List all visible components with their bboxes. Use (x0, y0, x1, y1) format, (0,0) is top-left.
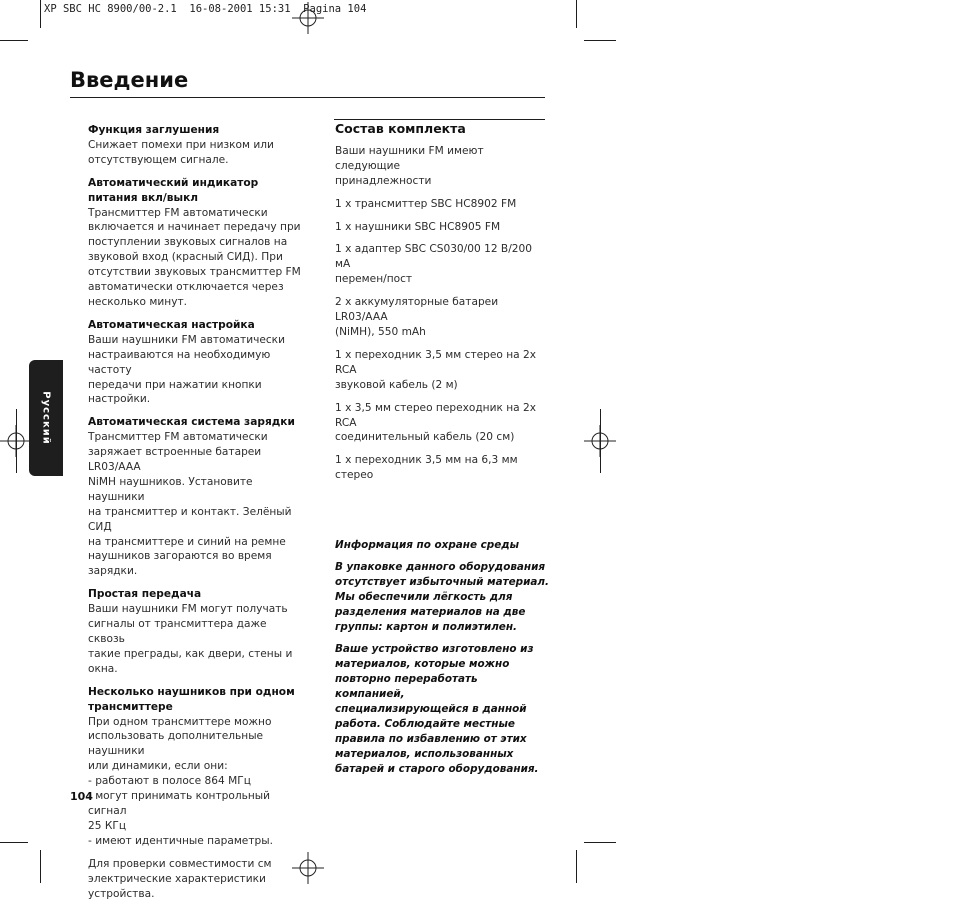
contents-item-line: перемен/пост (335, 272, 550, 287)
section-heading: Автоматическая система зарядки (88, 415, 303, 430)
language-tab (29, 360, 63, 476)
section-heading: питания вкл/выкл (88, 191, 303, 206)
contents-item (335, 295, 550, 340)
environment-line: правила по избавлению от этих (335, 732, 550, 747)
section-rule (334, 119, 545, 120)
environment-line: работа. Соблюдайте местные (335, 717, 550, 732)
section-heading: Несколько наушников при одном (88, 685, 303, 700)
crop-mark (0, 40, 28, 41)
compatibility-note: Для проверки совместимости см (88, 857, 303, 872)
page-title: Введение (70, 68, 188, 92)
environment-info (335, 538, 550, 784)
spacer (88, 579, 303, 587)
contents-item-line: 2 x аккумуляторные батареи LR03/AAA (335, 295, 550, 325)
crop-mark (16, 409, 17, 473)
contents-heading: Состав комплекта (335, 122, 550, 137)
contents-item (335, 220, 550, 235)
features-column (88, 123, 303, 901)
section-text: настраиваются на необходимую частоту (88, 348, 303, 378)
environment-line: В упаковке данного оборудования (335, 560, 550, 575)
section-text: Ваши наушники FM могут получать (88, 602, 303, 617)
environment-line: специализирующейся в данной (335, 702, 550, 717)
section-text: включается и начинает передачу при (88, 220, 303, 235)
crop-mark (584, 40, 616, 41)
contents-item-line: соединительный кабель (20 см) (335, 430, 550, 445)
environment-line: Ваше устройство изготовлено из (335, 642, 550, 657)
section-text: Трансмиттер FM автоматически (88, 206, 303, 221)
environment-line: отсутствует избыточный материал. (335, 575, 550, 590)
title-rule (70, 97, 545, 98)
section-text: Снижает помехи при низком или (88, 138, 303, 153)
section-text: Ваши наушники FM автоматически (88, 333, 303, 348)
crop-mark (600, 409, 601, 473)
section-text: несколько минут. (88, 295, 303, 310)
section-text: отсутствующем сигнале. (88, 153, 303, 168)
environment-paragraph (335, 642, 550, 777)
compatibility-note: электрические характеристики (88, 872, 303, 887)
crop-mark (576, 850, 577, 883)
contents-item (335, 401, 550, 446)
contents-item-line: 1 x трансмиттер SBC HC8902 FM (335, 197, 550, 212)
section-heading: трансмиттере (88, 700, 303, 715)
section-heading: Функция заглушения (88, 123, 303, 138)
section-text: на трансмиттере и синий на ремне (88, 535, 303, 550)
contents-item-line: 1 x переходник 3,5 мм на 6,3 мм стерео (335, 453, 550, 483)
contents-item-line: звуковой кабель (2 м) (335, 378, 550, 393)
spacer (88, 168, 303, 176)
environment-line: разделения материалов на две (335, 605, 550, 620)
crop-mark (40, 850, 41, 883)
contents-item (335, 242, 550, 287)
compatibility-note: устройства. (88, 887, 303, 901)
spacer (88, 677, 303, 685)
environment-line: повторно переработать компанией, (335, 672, 550, 702)
contents-item (335, 453, 550, 483)
contents-item-line: 1 x адаптер SBC CS030/00 12 В/200 мА (335, 242, 550, 272)
section-heading: Простая передача (88, 587, 303, 602)
section-text: использовать дополнительные наушники (88, 729, 303, 759)
environment-line: Мы обеспечили лёгкость для (335, 590, 550, 605)
contents-item-line: 1 x 3,5 мм стерео переходник на 2x RCA (335, 401, 550, 431)
spacer (88, 849, 303, 857)
spacer (88, 310, 303, 318)
contents-item-line: 1 x наушники SBC HC8905 FM (335, 220, 550, 235)
section-heading: Автоматический индикатор (88, 176, 303, 191)
section-text: отсутствии звуковых трансмиттер FM (88, 265, 303, 280)
contents-intro-line: принадлежности (335, 174, 550, 189)
section-text: Трансмиттер FM автоматически (88, 430, 303, 445)
environment-heading: Информация по охране среды (335, 538, 550, 553)
contents-item (335, 348, 550, 393)
section-text: поступлении звуковых сигналов на (88, 235, 303, 250)
environment-line: материалов, которые можно (335, 657, 550, 672)
print-header: XP SBC HC 8900/00-2.1 16-08-2001 15:31 Pagina 104 (44, 3, 366, 15)
crop-mark (584, 842, 616, 843)
spacer (88, 407, 303, 415)
section-text: или динамики, если они: (88, 759, 303, 774)
crop-mark (576, 0, 577, 28)
section-text: автоматически отключается через (88, 280, 303, 295)
section-text: - работают в полосе 864 МГц (88, 774, 303, 789)
contents-column (335, 122, 550, 491)
environment-line: материалов, использованных (335, 747, 550, 762)
contents-item-line: 1 x переходник 3,5 мм стерео на 2x RCA (335, 348, 550, 378)
section-text: заряжает встроенные батареи LR03/AAA (88, 445, 303, 475)
section-text: на трансмиттер и контакт. Зелёный СИД (88, 505, 303, 535)
section-text: - имеют идентичные параметры. (88, 834, 303, 849)
section-text: передачи при нажатии кнопки настройки. (88, 378, 303, 408)
environment-paragraph (335, 560, 550, 635)
section-text: сигналы от трансмиттера даже сквозь (88, 617, 303, 647)
section-text: звуковой вход (красный СИД). При (88, 250, 303, 265)
section-text: такие преграды, как двери, стены и окна. (88, 647, 303, 677)
section-text: NiMH наушников. Установите наушники (88, 475, 303, 505)
section-text: При одном трансмиттере можно (88, 715, 303, 730)
section-text: 25 КГц (88, 819, 303, 834)
crop-mark (40, 0, 41, 28)
page-number: 104 (70, 790, 93, 803)
environment-line: батарей и старого оборудования. (335, 762, 550, 777)
contents-intro (335, 144, 550, 189)
contents-intro-line: Ваши наушники FM имеют следующие (335, 144, 550, 174)
environment-line: группы: картон и полиэтилен. (335, 620, 550, 635)
contents-item (335, 197, 550, 212)
section-text: наушников загораются во время зарядки. (88, 549, 303, 579)
contents-item-line: (NiMH), 550 mAh (335, 325, 550, 340)
section-heading: Автоматическая настройка (88, 318, 303, 333)
crop-mark (0, 842, 28, 843)
language-tab-label: Русский (41, 391, 52, 445)
section-text: - могут принимать контрольный сигнал (88, 789, 303, 819)
